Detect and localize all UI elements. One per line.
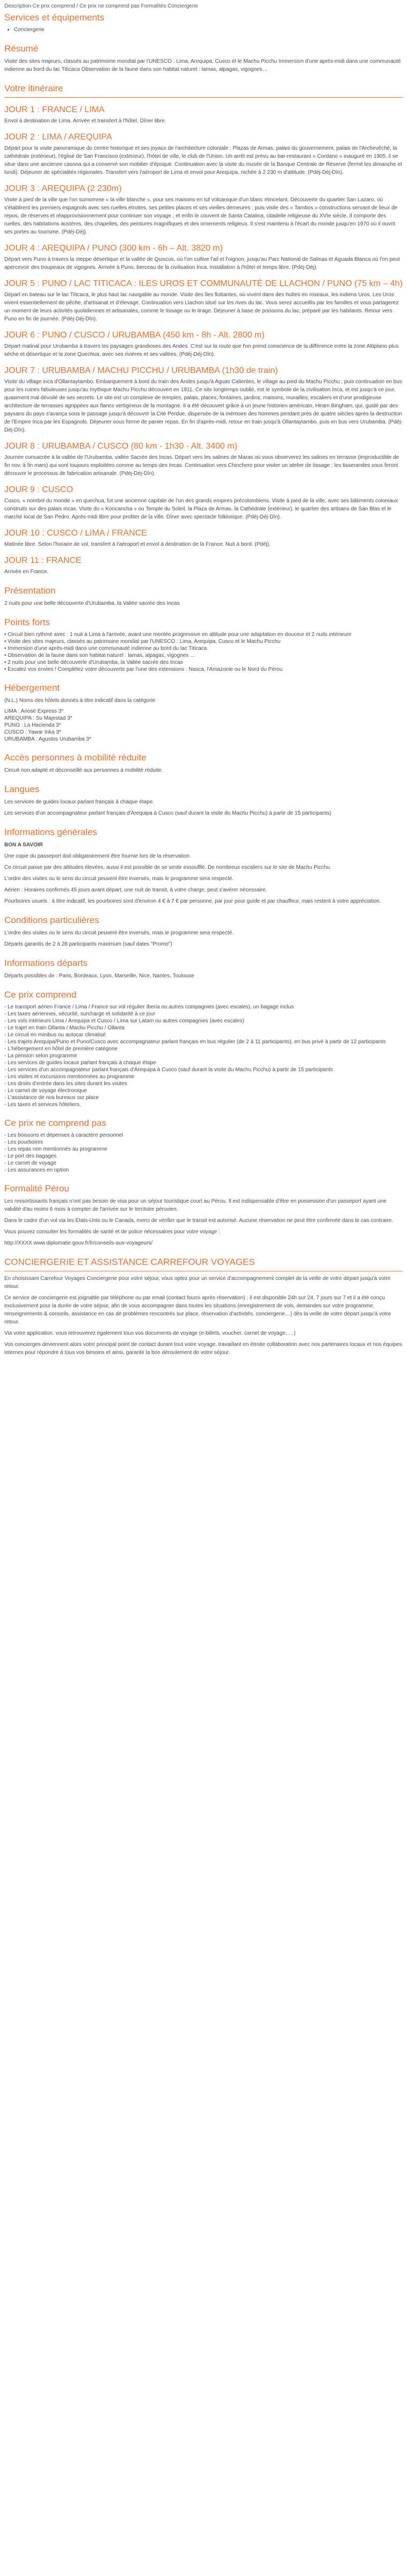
ne-comprend-item: - Les assurances en option	[4, 1167, 69, 1173]
hotel-item: URUBAMBA : Agustos Urubamba 3*	[4, 736, 91, 742]
comprend-item: - Le circuit en minibus ou autocar climatisé	[4, 1032, 106, 1038]
presentation-text: 2 nuits pour une belle découverte d'Urubamba, la Vallée sacrée des Incas	[4, 601, 180, 606]
day-7-text: Visite du village inca d'Ollantaytambo. Embarquement à bord du train des Andes jusqu'à Aguas Calientes, le village au pied du Machu Picchu ; puis continuation en bus pour les ruines fabuleuses jusqu'au mythique Machu Picchu découvert en 1911. Ce site longtemps oublié, est le symbole de la civilisation Inca, et est jusqu'à ce jour, quasiment mal dévoilé de ses secrets. Le site est un complexe de temples, palais, places, fontaines, jardins, maisons, murailles, escaliers et d'une prodigieuse architecture de terrasses agrippées aux flancs vertigineux de la montagne. Il a été découvert grâce à un jeune historien américain, Hiram Bingham, qui, guidé par des paysans du pays s'avança sous le passage jusqu'à découvrir la Cité Perdue, dispersée de la mémoire des hommes pendant près de quatre siècles après la destruction de l'Empire Inca par les Espagnols. Déjeuner sous forme de panier repas. En fin d'après-midi, retour en train jusqu'à Ollantaytambo, puis en bus vers Urubamba. (Pdéj-Déj-Dîn).	[4, 379, 403, 433]
infos-text-5: Pourboires usuels : à titre indicatif, les pourboires sont d'environ 4 € à 7 € par personne, par jour pour guide et par chauffeur, mais restent à votre appréciation.	[4, 898, 381, 904]
comprend-item: - Les visites et excursions mentionnées au programme	[4, 1074, 135, 1080]
day-2-text: Départ pour la visite panoramique du centre historique et ses joyaux de l'architecture coloniale : Plazas de Armas, palais du gouvernement, palais de l'Archevêché, la cathédrale (extérieur), l'église de San Francisco (extérieur), l'hôtel de ville, le club de l'Union. Un arrêt est prévu au bar-restaurant « Cordano » inauguré en 1905, il se situe dans une ancienne casona qui a conservé son mobilier d'époque. Continuation avec la visite du musée de la Banque Centrale de Réserve (fermé les dimanche et lundi). Déjeuner de spécialités régionales. Transfert vers l'aéroport de Lima et envol pour Arequipa, nichée à 2 230 m d'altitude. (Pdéj-Déj-Dîn).	[4, 145, 402, 175]
day-10-title: JOUR 10 : CUSCO / LIMA / FRANCE	[4, 529, 147, 538]
hebergement-intro: (N.L.) Noms des hôtels donnés à titre indicatif dans la catégorie	[4, 698, 156, 704]
comprend-item: - L'hébergement en hôtel de première catégorie	[4, 1046, 118, 1052]
day-4-title: JOUR 4 : AREQUIPA / PUNO (300 km - 6h – Alt. 3820 m)	[4, 244, 223, 253]
formalite-text-1: Les ressortissants français n'ont pas besoin de visa pour un séjour touristique court au Pérou. Il est indispensable d'être en possession d'un passeport ayant une validité d'au moins 6 mois à compter de l'arrivée sur le territoire péruvien.	[4, 1198, 387, 1212]
header-nav-line: Description Ce prix comprend / Ce prix ne comprend pas Formalités Conciergerie	[4, 3, 198, 9]
conciergerie-text-3: Via votre application, vous retrouverez également tous vos documents de voyage (e-billets, voucher, carnet de voyage, …)	[4, 1330, 296, 1336]
formalite-link[interactable]: http://XXXX.www.diplomatie.gouv.fr/fr/conseils-aux-voyageurs/	[4, 1240, 153, 1246]
conciergerie-text-2: Ce service de conciergerie est joignable par téléphone ou par email (contact fourni après réservation) : il est disponible 24h sur 24, 7 jours sur 7 et il a été conçu exclusivement pour la durée de votre séjour, afin de vous accompagner dans toutes les situations (enregistrement de vols, demandes sur votre programme, renseignements & conseils, assistance en cas de problèmes rencontrés sur place, réservation d'activités, conciergerie…) dès la veille de votre départ jusqu'à votre retour.	[4, 1295, 391, 1325]
day-10-text: Matinée libre. Selon l'horaire de vol, transfert à l'aéroport et envol à destination de la France. Nuit à bord. (Pdéj).	[4, 541, 271, 547]
day-11-text: Arrivée en France.	[4, 569, 49, 575]
points-item: • Observation de la faune dans son habitat naturel : lamas, alpagas, vigognes …	[4, 653, 195, 658]
day-7-title: JOUR 7 : URUBAMBA / MACHU PICCHU / URUBAMBA (1h30 de train)	[4, 366, 278, 375]
points-item: • Escalez vos envies ! Complétez votre découverte par l'une des extensions : Nasca, l'Amazonie ou le Nord du Pérou	[4, 667, 283, 672]
formalite-text-2: Dans le cadre d'un vol via les Etats-Unis ou le Canada, merci de vérifier que le transit est autorisé. Aucune réservation ne peut être confirmée dans le cas contraire.	[4, 1218, 393, 1224]
day-3-title: JOUR 3 : AREQUIPA (2 230m)	[4, 184, 122, 193]
conditions-title: Conditions particulières	[4, 915, 99, 925]
day-8-text: Journée consacrée à la vallée de l'Urubamba, vallée Sacrée des Incas. Départ vers les salines de Maras où vous observerez les salines en terrasse (improductible de fin nov. à fin mars) qui sont toujours exploitées comme au temps des Incas. Continuation vers Chinchero pour visiter un atelier de tissage ; les tisserandes vous feront découvrir le processus de fabrication artisanale. (Pdéj-Déj-Dîn).	[4, 455, 399, 477]
acces-text: Circuit non adapté et déconseillé aux personnes à mobilité réduite.	[4, 767, 163, 773]
points-item: • Immersion d'une après-midi dans une communauté indienne au bord du lac Titicaca	[4, 646, 207, 652]
langues-title: Langues	[4, 784, 40, 794]
infos-subtitle: BON A SAVOIR	[4, 842, 43, 848]
comprend-title: Ce prix comprend	[4, 990, 77, 1000]
comprend-item: - Le transport aérien France / Lima / France sur vol régulier Iberia ou autres compagnies (avec escales), un bagage inclus	[4, 1004, 294, 1010]
comprend-item: - Les services d'un accompagnateur parlant français d'Arequipa à Cusco (sauf durant la visite du Machu Picchu) à partir de 15 participants	[4, 1067, 333, 1073]
day-4-text: Départ vers Puno à travers la steppe désertique et la vallée de Quiscos, où l'on cultive l'ail et l'oignon, jusqu'au Parc National de Salinas et Aguada Blanca où l'on peut apercevoir des troupeaux de vigognes. Arrivée à Puno, berceau de la civilisation Inca. Installation à l'hôtel et temps libre. (Pdéj-Déj).	[4, 257, 400, 270]
conditions-text-2: Départs garantis de 2 à 28 participants maximum (sauf dates "Promo")	[4, 941, 172, 947]
conciergerie-text-4: Vos concierges deviennent alors votre principal point de contact durant tout votre voyage, travaillant en étroite collaboration avec nos partenaires locaux et nos équipes internes pour répondre à tous vos besoins et ainsi, garantir la bon déroulement de votre séjour.	[4, 1342, 402, 1356]
comprend-item: - Les services de guides locaux parlant français à chaque étape	[4, 1060, 156, 1066]
comprend-item: - Le carnet de voyage électronique	[4, 1088, 87, 1094]
day-9-title: JOUR 9 : CUSCO	[4, 485, 74, 494]
infos-text-3: L'ordre des visites ou le sens du circuit peuvent être inversés, mais le programme sera respecté.	[4, 876, 234, 882]
comprend-item: - La pension selon programme	[4, 1053, 77, 1059]
presentation-title: Présentation	[4, 586, 56, 596]
comprend-item: - Les vols intérieurs Lima / Arequipa et Cusco / Lima sur Latam ou autres compagnies (avec escales)	[4, 1018, 244, 1024]
comprend-item: - Les taxes aériennes, sécurité, surcharge et solidarité à ce jour	[4, 1011, 156, 1017]
day-9-text: Cusco, « nombril du monde » en quechua, fut une ancienne capitale de l'un des grands empires précolombiens. Visite à pied de la ville, avec ses bâtiments coloniaux construits sur des palais incas. Visite du « Koricancha » ou Temple du Soleil, la Plaza de Armas, la Cathédrale (extérieur), le quartier des artisans de San Blas et le marché local de San Pedro. Après-midi libre pour profiter de la ville. Dîner avec spectacle folklorique. (Pdéj-Déj-Dîn).	[4, 498, 398, 520]
departs-text: Départs possibles de : Paris, Bordeaux, Lyon, Marseille, Nice, Nantes, Toulouse	[4, 973, 194, 979]
services-list	[4, 26, 403, 34]
ne-comprend-list	[4, 1132, 403, 1174]
hotel-item: CUSCO : Yawar Inka 3*	[4, 729, 61, 735]
points-item: • Visite des sites majeurs, classés au patrimoine mondial par l'UNESCO : Lima, Arequipa, Cusco et le Machu Picchu	[4, 639, 281, 645]
day-5-title: JOUR 5 : PUNO / LAC TITICACA : ILES UROS ET COMMUNAUTÉ DE LLACHON / PUNO (75 km – 4h)	[4, 279, 403, 288]
points-title: Points forts	[4, 617, 50, 627]
comprend-item: - Le trajet en train Ollanta / Machu Picchu / Ollanta	[4, 1025, 125, 1031]
departs-title: Informations départs	[4, 958, 88, 968]
itinerary-title: Votre itinéraire	[4, 83, 63, 93]
day-2-title: JOUR 2 : LIMA / AREQUIPA	[4, 133, 112, 142]
hotel-item: PUNO : La Hacienda 3*	[4, 722, 61, 728]
ne-comprend-item: - Les boissons et dépenses à caractère personnel	[4, 1132, 123, 1138]
day-5-text: Départ en bateau sur le lac Titicaca, le plus haut lac navigable au monde. Visite des îles flottantes, où vivent dans des huttes en roseaux, les indiens Uros. Les Uros vivent essentiellement de pêche, d'artisanat et d'élevage. Continuation vers Llachon situé sur les rives du lac. Vous serez accueillis par les familles et vous partagerez un moment de leurs activités quotidiennes et artisanales, comme le tissage ou le tirage. Déjeuner à base de poissons du lac, préparé par les habitants. Retour vers Puno en fin de journée. (Pdéj-Déj-Dîn).	[4, 292, 399, 322]
day-1-title: JOUR 1 : FRANCE / LIMA	[4, 105, 105, 114]
ne-comprend-item: - Les repas non mentionnés au programme	[4, 1146, 107, 1152]
day-8-title: JOUR 8 : URUBAMBA / CUSCO (80 km - 1h30 - Alt. 3400 m)	[4, 442, 237, 451]
formalite-title: Formalité Pérou	[4, 1183, 69, 1194]
day-3-text: Visite à pied de la ville que l'on surnomme « la ville blanche », pour ses maisons en tuf volcanique d'un blanc étincelant. Découverte du quartier San Lazaro, où s'établirent les premiers espagnols avec ses ruelles étroites, ses petites places et ses vieilles demeures ; puis visite des « Tambos » constructions servant de lieux de repos, de réserves et réapprovisionnement pour continuer son voyage ; et enfin le couvent de Santa Catalina, citadelle religieuse du XVIe siècle. Il comporte des ruelles, des habitations austères, des chapelles, des peintures magnifiques et des ornements religieux. Il s'est maintenu à l'écart du monde jusqu'en 1970 où il ouvrit ses portes au tourisme. (Pdéj-Déj).	[4, 197, 398, 235]
comprend-item: - Les trajets Arequipa/Puno et Puno/Cusco avec accompagnateur parlant français en bus régulier (de 2 à 11 participants), en bus privé à partir de 12 participants	[4, 1039, 386, 1045]
comprend-item: - Les droits d'entrée dans les sites durant les visites	[4, 1081, 127, 1087]
points-item: • 2 nuits pour une belle découverte d'Urubamba, la Vallée sacrée des Incas	[4, 660, 183, 665]
day-6-text: Départ matinal pour Urubamba à travers les paysages grandioses des Andes. C'est sur la route que l'on prend conscience de la différence entre la zone Altiplano plus sèche et désertique et la zone Quechua, avec ses rivières et ses vallées. (Pdéj-Déj-Dîn).	[4, 343, 399, 357]
ne-comprend-item: - Le port des bagages	[4, 1153, 57, 1159]
itinerary-divider	[4, 97, 403, 98]
ne-comprend-title: Ce prix ne comprend pas	[4, 1118, 106, 1128]
day-11-title: JOUR 11 : FRANCE	[4, 556, 82, 565]
acces-title: Accès personnes à mobilité réduite	[4, 752, 147, 763]
ne-comprend-item: - Le carnet de voyage	[4, 1160, 56, 1166]
day-6-title: JOUR 6 : PUNO / CUSCO / URUBAMBA (450 km - 8h - Alt. 2800 m)	[4, 331, 265, 340]
services-item: • Conciergerie	[14, 26, 403, 34]
hebergement-list	[4, 708, 403, 743]
infos-text-4: Aérien : Horaires confirmés 45 jours avant départ, une nuit de transit, à votre charge, peut s'avérer nécessaire.	[4, 887, 267, 893]
hebergement-title: Hébergement	[4, 683, 60, 693]
comprend-list	[4, 1004, 403, 1108]
conditions-text-1: L'ordre des visites ou le sens du circuit peuvent être inversés, mais le programme sera respecté.	[4, 930, 234, 936]
hotel-item: LIMA : Ariosé Express 3*	[4, 708, 64, 714]
points-list	[4, 631, 403, 673]
infos-text-2: Ce circuit passe par des altitudes élevées, aussi il est possible de se sentir essoufflé. De nombreux escaliers sur le site de Machu Picchu.	[4, 865, 332, 870]
day-1-text: Envol à destination de Lima. Arrivée et transfert à l'hôtel. Dîner libre.	[4, 118, 166, 124]
conciergerie-text-1: En choisissant Carrefour Voyages Conciergerie pour votre séjour, vous optez pour un service d'accompagnement complet de la veille de votre départ jusqu'à votre retour.	[4, 1276, 391, 1290]
langues-text-2: Les services d'un accompagnateur parlant français d'Arequipa à Cusco (sauf durant la visite du Machu Picchu) à partir de 15 participants)	[4, 810, 332, 816]
points-item: • Circuit bien rythmé avec : 1 nuit à Lima à l'arrivée, avant une montée progressive en altitude pour une adaptation en douceur et 2 nuits intérieure	[4, 632, 352, 638]
formalite-text-3: Vous pouvez consulter les formalités de santé et de police nécessaires pour votre voyage :	[4, 1229, 220, 1235]
resume-title: Résumé	[4, 43, 39, 54]
conciergerie-title: CONCIERGERIE ET ASSISTANCE CARREFOUR VOYAGES	[4, 1257, 255, 1267]
infos-title: Informations générales	[4, 827, 97, 837]
hotel-item: AREQUIPA : Su Majestad 3*	[4, 715, 72, 721]
comprend-item: - Les taxes et services hôteliers.	[4, 1102, 81, 1108]
resume-text: Visite des sites majeurs, classés au patrimoine mondial par l'UNESCO : Lima, Arequipa, Cusco et le Machu Picchu Immersion d'une après-midi dans une communauté indienne au bord du lac Titicaca Observation de la faune dans son habitat naturel : lamas, alpagas, vigognes…	[4, 58, 401, 72]
services-title: Services et équipements	[4, 12, 105, 23]
ne-comprend-item: - Les pourboires	[4, 1139, 43, 1145]
comprend-item: - L'assistance de nos bureaux sur place	[4, 1095, 99, 1101]
infos-text-1: Une copie du passeport doit obligatoirement être fournie lors de la réservation.	[4, 853, 191, 859]
langues-text-1: Les services de guides locaux parlant français à chaque étape.	[4, 799, 155, 805]
